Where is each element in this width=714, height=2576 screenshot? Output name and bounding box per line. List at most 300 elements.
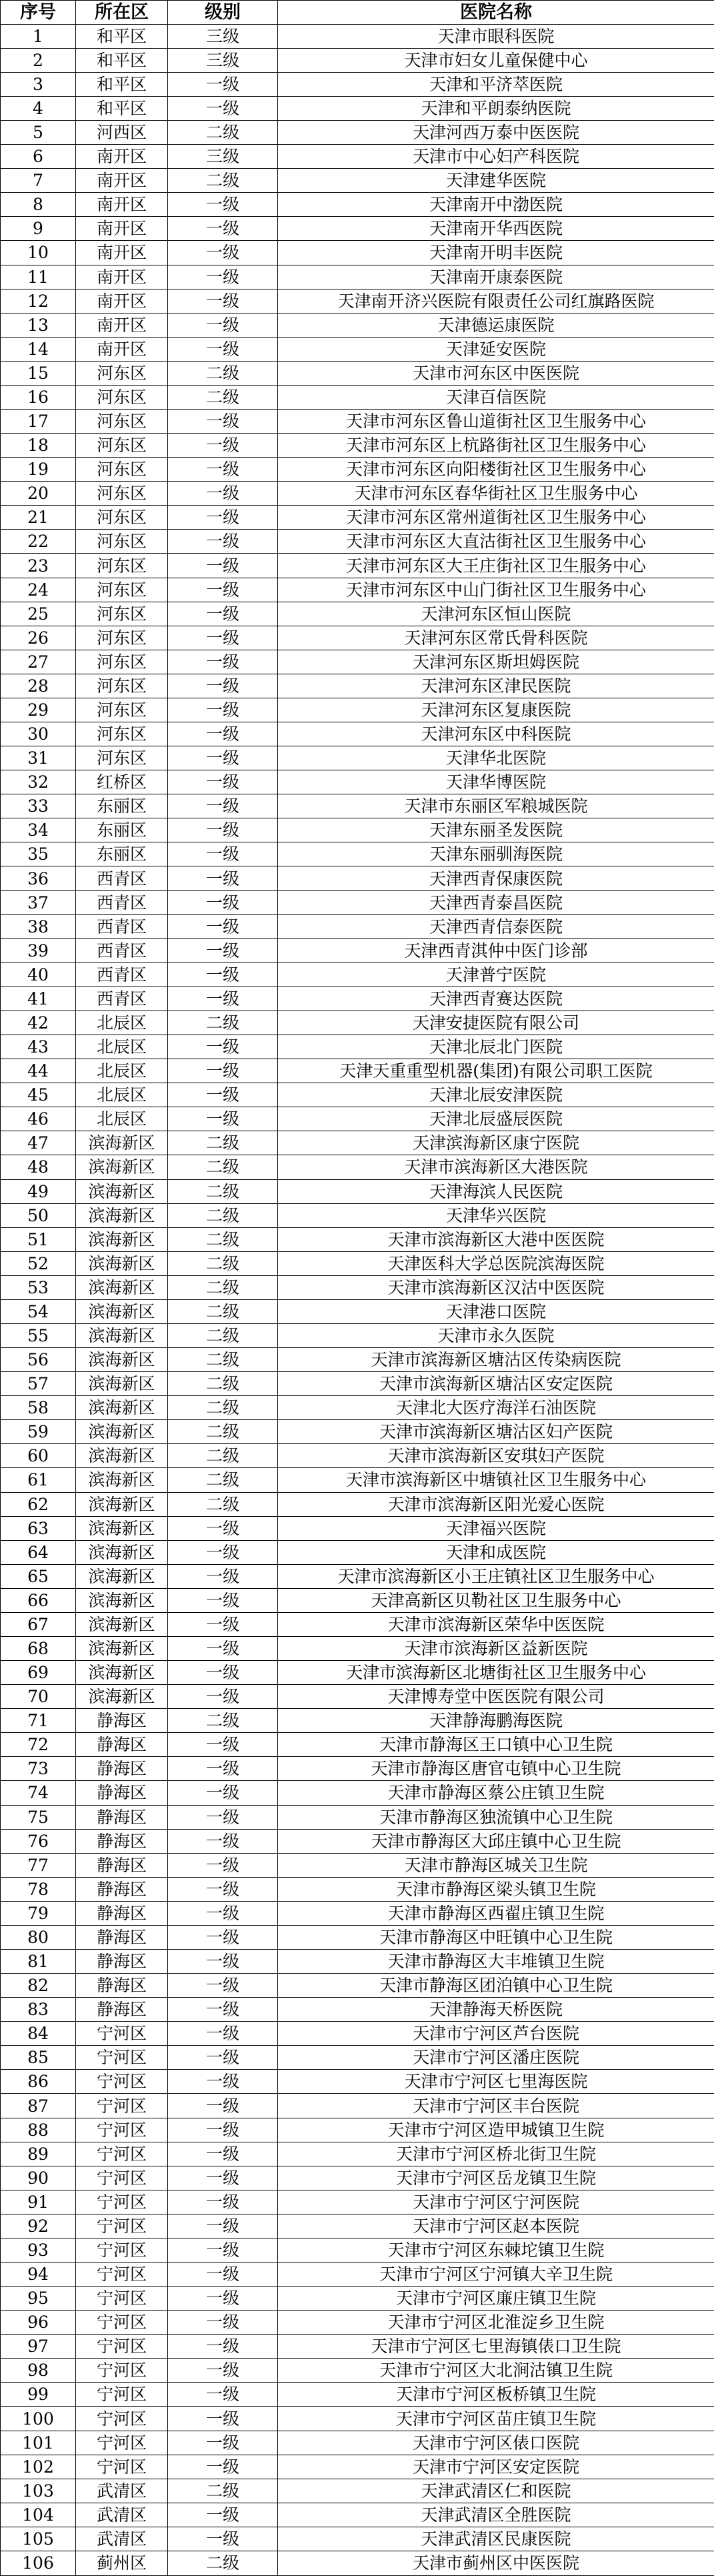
- row-district: 河西区: [76, 121, 168, 145]
- table-row: [1, 2383, 714, 2407]
- row-index: 58: [1, 1396, 76, 1420]
- table-row: [1, 2311, 714, 2335]
- table-row: [1, 217, 714, 241]
- row-hospital-name: 天津河东区津民医院: [278, 674, 714, 698]
- row-hospital-name: 天津市宁河区芦台医院: [278, 2022, 714, 2046]
- row-index: 19: [1, 458, 76, 482]
- row-district: 宁河区: [76, 2407, 168, 2431]
- row-district: 和平区: [76, 96, 168, 120]
- row-district: 滨海新区: [76, 1251, 168, 1275]
- table-row: [1, 2094, 714, 2118]
- row-level: 一级: [168, 914, 278, 938]
- row-hospital-name: 天津静海天桥医院: [278, 1998, 714, 2022]
- row-hospital-name: 天津市滨海新区阳光爱心医院: [278, 1492, 714, 1516]
- row-district: 滨海新区: [76, 1299, 168, 1323]
- row-index: 74: [1, 1781, 76, 1805]
- row-index: 72: [1, 1733, 76, 1757]
- table-row: [1, 2118, 714, 2142]
- row-index: 62: [1, 1492, 76, 1516]
- row-index: 93: [1, 2238, 76, 2262]
- row-district: 河东区: [76, 626, 168, 650]
- row-level: 一级: [168, 2335, 278, 2359]
- row-hospital-name: 天津市河东区常州道街社区卫生服务中心: [278, 506, 714, 530]
- row-hospital-name: 天津武清区仁和医院: [278, 2479, 714, 2503]
- row-district: 西青区: [76, 890, 168, 914]
- row-level: 一级: [168, 1805, 278, 1829]
- row-district: 河东区: [76, 578, 168, 602]
- row-hospital-name: 天津市宁河区大北涧沽镇卫生院: [278, 2359, 714, 2383]
- table-row: [1, 650, 714, 674]
- row-index: 46: [1, 1107, 76, 1131]
- row-hospital-name: 天津市静海区独流镇中心卫生院: [278, 1805, 714, 1829]
- table-row: [1, 410, 714, 434]
- row-district: 河东区: [76, 361, 168, 385]
- row-district: 静海区: [76, 1853, 168, 1877]
- table-row: [1, 1059, 714, 1083]
- table-row: [1, 2503, 714, 2527]
- row-index: 21: [1, 506, 76, 530]
- row-district: 宁河区: [76, 2359, 168, 2383]
- row-district: 滨海新区: [76, 1203, 168, 1227]
- row-district: 北辰区: [76, 1107, 168, 1131]
- table-row: [1, 866, 714, 890]
- row-index: 43: [1, 1035, 76, 1059]
- row-level: 一级: [168, 1685, 278, 1709]
- row-index: 11: [1, 265, 76, 289]
- row-district: 静海区: [76, 1709, 168, 1733]
- row-hospital-name: 天津市河东区大直沽街社区卫生服务中心: [278, 530, 714, 554]
- row-level: 二级: [168, 169, 278, 193]
- row-index: 87: [1, 2094, 76, 2118]
- row-hospital-name: 天津市河东区上杭路街社区卫生服务中心: [278, 434, 714, 458]
- row-district: 滨海新区: [76, 1492, 168, 1516]
- row-level: 一级: [168, 746, 278, 770]
- row-index: 57: [1, 1372, 76, 1396]
- row-hospital-name: 天津市静海区大邱庄镇中心卫生院: [278, 1829, 714, 1853]
- row-district: 滨海新区: [76, 1588, 168, 1612]
- table-row: [1, 1925, 714, 1949]
- table-row: [1, 1275, 714, 1299]
- table-row: [1, 2287, 714, 2311]
- row-index: 50: [1, 1203, 76, 1227]
- row-district: 北辰区: [76, 1059, 168, 1083]
- row-district: 西青区: [76, 914, 168, 938]
- row-district: 滨海新区: [76, 1227, 168, 1251]
- table-row: [1, 385, 714, 409]
- row-district: 南开区: [76, 145, 168, 169]
- row-index: 40: [1, 962, 76, 987]
- table-row: [1, 2455, 714, 2479]
- row-level: 一级: [168, 794, 278, 818]
- row-level: 一级: [168, 938, 278, 962]
- row-hospital-name: 天津市滨海新区安琪妇产医院: [278, 1444, 714, 1468]
- table-row: [1, 1179, 714, 1203]
- row-district: 河东区: [76, 554, 168, 578]
- row-district: 武清区: [76, 2503, 168, 2527]
- table-row: [1, 626, 714, 650]
- row-level: 一级: [168, 554, 278, 578]
- row-level: 一级: [168, 1781, 278, 1805]
- row-district: 宁河区: [76, 2118, 168, 2142]
- row-district: 河东区: [76, 722, 168, 746]
- row-level: 一级: [168, 1516, 278, 1540]
- row-index: 103: [1, 2479, 76, 2503]
- row-level: 一级: [168, 1107, 278, 1131]
- row-hospital-name: 天津北辰盛辰医院: [278, 1107, 714, 1131]
- row-index: 17: [1, 410, 76, 434]
- row-level: 二级: [168, 1179, 278, 1203]
- row-district: 宁河区: [76, 2022, 168, 2046]
- row-index: 86: [1, 2070, 76, 2094]
- table-row: [1, 72, 714, 96]
- row-level: 一级: [168, 1853, 278, 1877]
- table-row: [1, 1131, 714, 1155]
- row-index: 65: [1, 1564, 76, 1588]
- table-row: [1, 2527, 714, 2551]
- row-index: 30: [1, 722, 76, 746]
- row-hospital-name: 天津市宁河区俵口医院: [278, 2431, 714, 2455]
- row-level: 一级: [168, 217, 278, 241]
- row-hospital-name: 天津市静海区王口镇中心卫生院: [278, 1733, 714, 1757]
- row-level: 一级: [168, 2166, 278, 2190]
- row-level: 一级: [168, 241, 278, 265]
- table-row: [1, 2214, 714, 2238]
- row-hospital-name: 天津市滨海新区荣华中医医院: [278, 1612, 714, 1636]
- row-hospital-name: 天津南开康泰医院: [278, 265, 714, 289]
- row-level: 一级: [168, 2238, 278, 2262]
- row-level: 一级: [168, 1950, 278, 1974]
- row-hospital-name: 天津市宁河区安定医院: [278, 2455, 714, 2479]
- row-district: 滨海新区: [76, 1131, 168, 1155]
- row-level: 二级: [168, 2551, 278, 2575]
- row-index: 27: [1, 650, 76, 674]
- table-row: [1, 1227, 714, 1251]
- row-hospital-name: 天津西青赛达医院: [278, 987, 714, 1011]
- row-index: 89: [1, 2142, 76, 2166]
- row-level: 二级: [168, 1396, 278, 1420]
- table-row: [1, 361, 714, 385]
- table-row: [1, 313, 714, 337]
- table-row: [1, 602, 714, 626]
- row-level: 一级: [168, 2527, 278, 2551]
- row-district: 滨海新区: [76, 1275, 168, 1299]
- row-level: 一级: [168, 506, 278, 530]
- row-level: 一级: [168, 1612, 278, 1636]
- row-hospital-name: 天津市宁河区七里海医院: [278, 2070, 714, 2094]
- table-row: [1, 1323, 714, 1347]
- row-index: 105: [1, 2527, 76, 2551]
- row-hospital-name: 天津华博医院: [278, 770, 714, 794]
- row-district: 滨海新区: [76, 1348, 168, 1372]
- table-row: [1, 24, 714, 48]
- row-hospital-name: 天津河东区常氏骨科医院: [278, 626, 714, 650]
- row-index: 49: [1, 1179, 76, 1203]
- row-district: 东丽区: [76, 818, 168, 842]
- row-index: 81: [1, 1950, 76, 1974]
- row-index: 82: [1, 1974, 76, 1998]
- row-index: 16: [1, 385, 76, 409]
- row-index: 29: [1, 698, 76, 722]
- row-level: 一级: [168, 1059, 278, 1083]
- row-index: 101: [1, 2431, 76, 2455]
- row-hospital-name: 天津静海鹏海医院: [278, 1709, 714, 1733]
- row-hospital-name: 天津市眼科医院: [278, 24, 714, 48]
- table-row: [1, 1781, 714, 1805]
- table-row: [1, 1974, 714, 1998]
- table-row: [1, 1564, 714, 1588]
- row-index: 91: [1, 2190, 76, 2214]
- table-row: [1, 1805, 714, 1829]
- table-row: [1, 794, 714, 818]
- row-district: 静海区: [76, 1974, 168, 1998]
- row-district: 东丽区: [76, 842, 168, 866]
- row-index: 38: [1, 914, 76, 938]
- row-district: 静海区: [76, 1950, 168, 1974]
- row-level: 二级: [168, 1275, 278, 1299]
- table-body: [1, 24, 714, 2575]
- row-district: 静海区: [76, 1805, 168, 1829]
- row-hospital-name: 天津和成医院: [278, 1540, 714, 1564]
- row-district: 静海区: [76, 1901, 168, 1925]
- row-level: 一级: [168, 2383, 278, 2407]
- row-district: 滨海新区: [76, 1444, 168, 1468]
- row-index: 39: [1, 938, 76, 962]
- row-district: 红桥区: [76, 770, 168, 794]
- row-hospital-name: 天津市永久医院: [278, 1323, 714, 1347]
- table-row: [1, 2070, 714, 2094]
- table-row: [1, 2335, 714, 2359]
- row-level: 一级: [168, 482, 278, 506]
- row-index: 104: [1, 2503, 76, 2527]
- row-district: 滨海新区: [76, 1396, 168, 1420]
- row-district: 河东区: [76, 434, 168, 458]
- row-hospital-name: 天津市滨海新区益新医院: [278, 1636, 714, 1660]
- row-district: 南开区: [76, 217, 168, 241]
- row-hospital-name: 天津市宁河区东棘坨镇卫生院: [278, 2238, 714, 2262]
- row-hospital-name: 天津河东区恒山医院: [278, 602, 714, 626]
- row-level: 一级: [168, 626, 278, 650]
- row-district: 宁河区: [76, 2287, 168, 2311]
- row-index: 15: [1, 361, 76, 385]
- row-level: 一级: [168, 2431, 278, 2455]
- row-hospital-name: 天津德运康医院: [278, 313, 714, 337]
- row-hospital-name: 天津市静海区中旺镇中心卫生院: [278, 1925, 714, 1949]
- row-index: 51: [1, 1227, 76, 1251]
- row-level: 一级: [168, 530, 278, 554]
- row-index: 37: [1, 890, 76, 914]
- table-row: [1, 554, 714, 578]
- row-index: 68: [1, 1636, 76, 1660]
- row-level: 一级: [168, 2503, 278, 2527]
- row-hospital-name: 天津市妇女儿童保健中心: [278, 48, 714, 72]
- row-district: 河东区: [76, 385, 168, 409]
- table-row: [1, 1299, 714, 1323]
- row-level: 三级: [168, 24, 278, 48]
- row-index: 83: [1, 1998, 76, 2022]
- row-index: 26: [1, 626, 76, 650]
- row-index: 96: [1, 2311, 76, 2335]
- row-level: 一级: [168, 1901, 278, 1925]
- row-level: 一级: [168, 578, 278, 602]
- row-hospital-name: 天津河西万泰中医医院: [278, 121, 714, 145]
- row-district: 滨海新区: [76, 1179, 168, 1203]
- row-district: 西青区: [76, 866, 168, 890]
- table-row: [1, 458, 714, 482]
- row-index: 14: [1, 337, 76, 361]
- row-level: 二级: [168, 1011, 278, 1035]
- row-hospital-name: 天津南开明丰医院: [278, 241, 714, 265]
- row-district: 宁河区: [76, 2070, 168, 2094]
- table-row: [1, 1612, 714, 1636]
- row-index: 28: [1, 674, 76, 698]
- row-level: 二级: [168, 121, 278, 145]
- row-district: 宁河区: [76, 2166, 168, 2190]
- row-hospital-name: 天津天重重型机器(集团)有限公司职工医院: [278, 1059, 714, 1083]
- row-index: 53: [1, 1275, 76, 1299]
- row-index: 92: [1, 2214, 76, 2238]
- row-district: 滨海新区: [76, 1516, 168, 1540]
- row-level: 一级: [168, 1877, 278, 1901]
- row-level: 一级: [168, 2190, 278, 2214]
- table-row: [1, 2190, 714, 2214]
- row-index: 80: [1, 1925, 76, 1949]
- row-hospital-name: 天津市静海区大丰堆镇卫生院: [278, 1950, 714, 1974]
- row-level: 一级: [168, 890, 278, 914]
- row-level: 一级: [168, 674, 278, 698]
- row-district: 滨海新区: [76, 1685, 168, 1709]
- row-district: 河东区: [76, 410, 168, 434]
- row-level: 一级: [168, 650, 278, 674]
- row-index: 42: [1, 1011, 76, 1035]
- table-row: [1, 2046, 714, 2070]
- row-district: 河东区: [76, 482, 168, 506]
- row-district: 滨海新区: [76, 1323, 168, 1347]
- row-hospital-name: 天津市宁河区宁河镇大辛卫生院: [278, 2263, 714, 2287]
- table-row: [1, 914, 714, 938]
- table-row: [1, 169, 714, 193]
- row-index: 88: [1, 2118, 76, 2142]
- row-district: 河东区: [76, 674, 168, 698]
- table-row: [1, 1853, 714, 1877]
- row-district: 西青区: [76, 962, 168, 987]
- row-district: 河东区: [76, 530, 168, 554]
- row-district: 武清区: [76, 2479, 168, 2503]
- table-row: [1, 1950, 714, 1974]
- row-index: 71: [1, 1709, 76, 1733]
- row-hospital-name: 天津北辰安津医院: [278, 1083, 714, 1107]
- row-level: 一级: [168, 96, 278, 120]
- row-level: 一级: [168, 410, 278, 434]
- table-row: [1, 289, 714, 313]
- table-row: [1, 1829, 714, 1853]
- row-hospital-name: 天津市河东区春华街社区卫生服务中心: [278, 482, 714, 506]
- row-level: 一级: [168, 1974, 278, 1998]
- row-district: 静海区: [76, 1925, 168, 1949]
- row-hospital-name: 天津市宁河区桥北街卫生院: [278, 2142, 714, 2166]
- row-index: 45: [1, 1083, 76, 1107]
- row-level: 一级: [168, 1829, 278, 1853]
- row-hospital-name: 天津华兴医院: [278, 1203, 714, 1227]
- table-row: [1, 1396, 714, 1420]
- row-hospital-name: 天津市静海区团泊镇中心卫生院: [278, 1974, 714, 1998]
- row-level: 二级: [168, 1444, 278, 1468]
- row-district: 河东区: [76, 650, 168, 674]
- row-district: 河东区: [76, 458, 168, 482]
- row-level: 一级: [168, 289, 278, 313]
- header-district: 所在区: [76, 1, 168, 25]
- row-index: 73: [1, 1757, 76, 1781]
- row-index: 56: [1, 1348, 76, 1372]
- row-hospital-name: 天津南开华西医院: [278, 217, 714, 241]
- table-row: [1, 1203, 714, 1227]
- table-row: [1, 818, 714, 842]
- row-district: 滨海新区: [76, 1540, 168, 1564]
- row-index: 102: [1, 2455, 76, 2479]
- row-hospital-name: 天津滨海新区康宁医院: [278, 1131, 714, 1155]
- row-index: 60: [1, 1444, 76, 1468]
- row-hospital-name: 天津东丽圣发医院: [278, 818, 714, 842]
- row-index: 2: [1, 48, 76, 72]
- row-index: 24: [1, 578, 76, 602]
- row-hospital-name: 天津市宁河区北淮淀乡卫生院: [278, 2311, 714, 2335]
- row-index: 1: [1, 24, 76, 48]
- row-level: 一级: [168, 2142, 278, 2166]
- row-level: 一级: [168, 2214, 278, 2238]
- row-hospital-name: 天津武清区全胜医院: [278, 2503, 714, 2527]
- row-hospital-name: 天津市河东区向阳楼街社区卫生服务中心: [278, 458, 714, 482]
- row-hospital-name: 天津市滨海新区大港中医医院: [278, 1227, 714, 1251]
- row-district: 和平区: [76, 72, 168, 96]
- row-level: 二级: [168, 1323, 278, 1347]
- row-hospital-name: 天津市静海区西翟庄镇卫生院: [278, 1901, 714, 1925]
- row-index: 22: [1, 530, 76, 554]
- row-index: 99: [1, 2383, 76, 2407]
- row-district: 宁河区: [76, 2263, 168, 2287]
- table-row: [1, 1372, 714, 1396]
- row-district: 宁河区: [76, 2142, 168, 2166]
- row-hospital-name: 天津市滨海新区塘沽区妇产医院: [278, 1420, 714, 1444]
- row-district: 宁河区: [76, 2455, 168, 2479]
- row-level: 一级: [168, 265, 278, 289]
- row-hospital-name: 天津市静海区唐官屯镇中心卫生院: [278, 1757, 714, 1781]
- row-index: 67: [1, 1612, 76, 1636]
- row-hospital-name: 天津博寿堂中医医院有限公司: [278, 1685, 714, 1709]
- row-index: 76: [1, 1829, 76, 1853]
- row-level: 一级: [168, 987, 278, 1011]
- row-index: 13: [1, 313, 76, 337]
- row-level: 一级: [168, 1564, 278, 1588]
- table-row: [1, 1155, 714, 1179]
- row-hospital-name: 天津建华医院: [278, 169, 714, 193]
- row-level: 一级: [168, 434, 278, 458]
- row-hospital-name: 天津市滨海新区塘沽区安定医院: [278, 1372, 714, 1396]
- table-row: [1, 962, 714, 987]
- header-level: 级别: [168, 1, 278, 25]
- row-district: 静海区: [76, 1829, 168, 1853]
- row-district: 静海区: [76, 1733, 168, 1757]
- row-district: 蓟州区: [76, 2551, 168, 2575]
- table-row: [1, 2142, 714, 2166]
- table-row: [1, 1251, 714, 1275]
- row-level: 二级: [168, 1131, 278, 1155]
- row-district: 北辰区: [76, 1011, 168, 1035]
- header-index: 序号: [1, 1, 76, 25]
- row-district: 和平区: [76, 48, 168, 72]
- row-index: 10: [1, 241, 76, 265]
- row-district: 河东区: [76, 602, 168, 626]
- row-district: 南开区: [76, 337, 168, 361]
- row-index: 44: [1, 1059, 76, 1083]
